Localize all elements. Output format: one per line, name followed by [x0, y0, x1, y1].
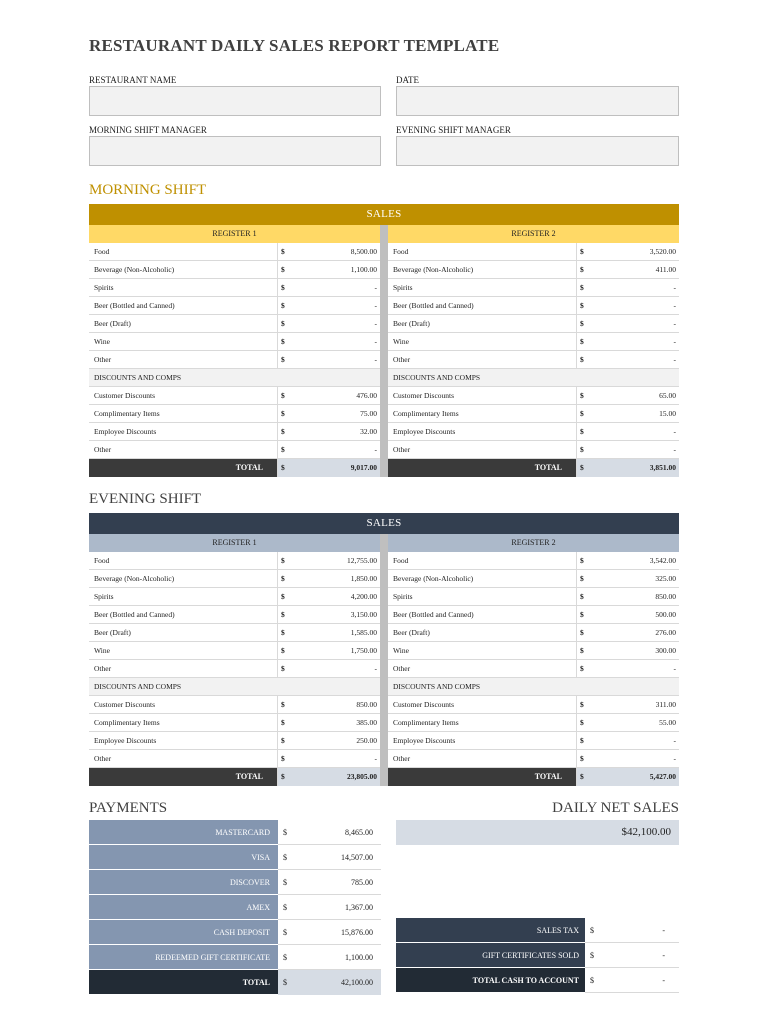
payments-total-row	[89, 970, 381, 995]
row-value[interactable]: -	[673, 355, 676, 364]
currency-symbol: $	[281, 592, 285, 601]
row-label: Wine	[388, 642, 577, 659]
row-label: Customer Discounts	[89, 387, 278, 404]
currency-symbol: $	[580, 556, 584, 565]
sales-row	[89, 552, 380, 570]
evening-sales-bar: SALES	[89, 513, 679, 534]
row-value[interactable]: 250.00	[356, 736, 377, 745]
discount-row	[388, 732, 679, 750]
discount-row	[89, 441, 380, 459]
row-value[interactable]: -	[673, 319, 676, 328]
discounts-subheader	[89, 678, 380, 696]
register-total-row	[388, 459, 679, 477]
sales-row	[388, 606, 679, 624]
payment-label: REDEEMED GIFT CERTIFICATE	[89, 945, 278, 970]
row-value[interactable]: 3,542.00	[649, 556, 676, 565]
row-label: Other	[388, 750, 577, 767]
row-label: Beer (Draft)	[89, 315, 278, 332]
discounts-label: DISCOUNTS AND COMPS	[94, 373, 182, 382]
currency-symbol: $	[281, 319, 285, 328]
sales-row	[89, 243, 380, 261]
total-label: TOTAL	[388, 459, 577, 477]
currency-symbol: $	[580, 592, 584, 601]
currency-symbol: $	[281, 628, 285, 637]
currency-symbol: $	[281, 247, 285, 256]
currency-symbol: $	[281, 718, 285, 727]
row-label: Beverage (Non-Alcoholic)	[89, 261, 278, 278]
row-label: Other	[89, 660, 278, 677]
sales-row	[89, 315, 380, 333]
row-value[interactable]: 4,200.00	[350, 592, 377, 601]
row-value[interactable]: 850.00	[655, 592, 676, 601]
currency-symbol: $	[580, 391, 584, 400]
summary-value[interactable]: -	[601, 918, 679, 943]
currency-symbol: $	[281, 736, 285, 745]
discount-row	[89, 405, 380, 423]
register-divider	[380, 534, 388, 786]
currency-symbol: $	[580, 574, 584, 583]
payment-row	[89, 895, 381, 920]
row-value[interactable]: 3,520.00	[649, 247, 676, 256]
row-label: Customer Discounts	[388, 696, 577, 713]
row-value[interactable]: 32.00	[360, 427, 377, 436]
discount-row	[89, 714, 380, 732]
discount-row	[388, 387, 679, 405]
discount-row	[388, 750, 679, 768]
row-label: Food	[89, 243, 278, 260]
row-value[interactable]: 276.00	[655, 628, 676, 637]
discounts-label: DISCOUNTS AND COMPS	[393, 373, 481, 382]
payment-label: MASTERCARD	[89, 820, 278, 845]
row-label: Wine	[89, 642, 278, 659]
discount-row	[89, 387, 380, 405]
row-value[interactable]: 411.00	[655, 265, 676, 274]
payment-row	[89, 920, 381, 945]
sales-row	[89, 660, 380, 678]
currency-symbol: $	[281, 283, 285, 292]
row-value[interactable]: -	[374, 301, 377, 310]
row-value[interactable]: 500.00	[655, 610, 676, 619]
payments-heading: PAYMENTS	[89, 800, 168, 816]
payment-value[interactable]: 1,100.00	[294, 945, 381, 970]
currency-symbol: $	[278, 870, 294, 895]
row-value[interactable]: -	[374, 664, 377, 673]
payment-row	[89, 820, 381, 845]
row-label: Employee Discounts	[388, 732, 577, 749]
sales-row	[388, 660, 679, 678]
total-label: TOTAL	[388, 768, 577, 786]
morning-manager-label: MORNING SHIFT MANAGER	[89, 125, 207, 135]
discount-row	[388, 405, 679, 423]
currency-symbol: $	[580, 718, 584, 727]
payment-value[interactable]: 15,876.00	[294, 920, 381, 945]
total-value: 3,851.00	[591, 459, 679, 477]
row-value[interactable]: 1,100.00	[350, 265, 377, 274]
sales-row	[388, 261, 679, 279]
sales-row	[388, 333, 679, 351]
currency-symbol: $	[585, 968, 601, 993]
payment-value[interactable]: 14,507.00	[294, 845, 381, 870]
payment-label: VISA	[89, 845, 278, 870]
evening-registers	[89, 534, 679, 786]
evening-manager-field[interactable]	[396, 136, 679, 166]
currency-symbol: $	[580, 427, 584, 436]
currency-symbol: $	[281, 646, 285, 655]
currency-symbol: $	[580, 319, 584, 328]
sales-row	[388, 315, 679, 333]
summary-row	[396, 918, 679, 943]
discounts-subheader	[89, 369, 380, 387]
currency-symbol: $	[278, 920, 294, 945]
payment-row	[89, 945, 381, 970]
row-label: Complimentary Items	[388, 714, 577, 731]
sales-row	[388, 351, 679, 369]
row-value[interactable]: 1,585.00	[350, 628, 377, 637]
row-value[interactable]: 12,755.00	[347, 556, 377, 565]
row-label: Beer (Bottled and Canned)	[89, 297, 278, 314]
row-label: Food	[89, 552, 278, 569]
restaurant-name-label: RESTAURANT NAME	[89, 75, 177, 85]
morning-shift-heading: MORNING SHIFT	[89, 182, 207, 198]
row-value[interactable]: -	[673, 445, 676, 454]
register-divider	[380, 225, 388, 477]
register-header: REGISTER 1	[89, 534, 380, 552]
sales-row	[89, 333, 380, 351]
currency-symbol: $	[281, 574, 285, 583]
row-value[interactable]: -	[673, 754, 676, 763]
total-label: TOTAL	[89, 768, 278, 786]
discount-row	[388, 696, 679, 714]
discount-row	[388, 423, 679, 441]
currency-symbol: $	[281, 409, 285, 418]
discounts-subheader	[388, 369, 679, 387]
currency-symbol: $	[580, 664, 584, 673]
row-label: Spirits	[89, 279, 278, 296]
evening-shift-heading: EVENING SHIFT	[89, 491, 202, 507]
row-value[interactable]: -	[673, 337, 676, 346]
evening-manager-label: EVENING SHIFT MANAGER	[396, 125, 511, 135]
register-header: REGISTER 2	[388, 225, 679, 243]
payment-value[interactable]: 8,465.00	[294, 820, 381, 845]
row-label: Customer Discounts	[388, 387, 577, 404]
register-header: REGISTER 2	[388, 534, 679, 552]
row-label: Other	[388, 441, 577, 458]
row-value[interactable]: 850.00	[356, 700, 377, 709]
discount-row	[89, 732, 380, 750]
row-label: Food	[388, 243, 577, 260]
date-label: DATE	[396, 75, 419, 85]
sales-row	[388, 279, 679, 297]
row-label: Beverage (Non-Alcoholic)	[388, 261, 577, 278]
register-2	[388, 534, 679, 786]
currency-symbol: $	[281, 610, 285, 619]
currency-symbol: $	[278, 970, 294, 995]
row-label: Other	[89, 351, 278, 368]
currency-symbol: $	[281, 265, 285, 274]
row-label: Beer (Bottled and Canned)	[388, 297, 577, 314]
row-label: Spirits	[388, 588, 577, 605]
payment-label: DISCOVER	[89, 870, 278, 895]
row-value[interactable]: 65.00	[659, 391, 676, 400]
date-field[interactable]	[396, 86, 679, 116]
sales-row	[89, 588, 380, 606]
row-value[interactable]: -	[374, 337, 377, 346]
page-title: RESTAURANT DAILY SALES REPORT TEMPLATE	[89, 36, 500, 55]
currency-symbol: $	[580, 646, 584, 655]
currency-symbol: $	[585, 918, 601, 943]
row-value[interactable]: 311.00	[655, 700, 676, 709]
row-label: Wine	[89, 333, 278, 350]
row-value[interactable]: -	[374, 754, 377, 763]
total-value: 9,017.00	[292, 459, 380, 477]
currency-symbol: $	[580, 754, 584, 763]
currency-symbol: $	[580, 628, 584, 637]
row-label: Food	[388, 552, 577, 569]
currency-symbol: $	[580, 337, 584, 346]
summary-row	[396, 968, 679, 993]
row-label: Beverage (Non-Alcoholic)	[89, 570, 278, 587]
morning-manager-field[interactable]	[89, 136, 381, 166]
currency-symbol: $	[281, 337, 285, 346]
row-label: Employee Discounts	[388, 423, 577, 440]
row-value[interactable]: -	[673, 283, 676, 292]
row-value[interactable]: 476.00	[356, 391, 377, 400]
currency-symbol: $	[577, 459, 591, 477]
row-label: Beverage (Non-Alcoholic)	[388, 570, 577, 587]
row-value[interactable]: -	[673, 664, 676, 673]
register-total-row	[388, 768, 679, 786]
total-value: 5,427.00	[591, 768, 679, 786]
row-label: Employee Discounts	[89, 732, 278, 749]
sales-row	[89, 279, 380, 297]
sales-row	[89, 642, 380, 660]
currency-symbol: $	[580, 736, 584, 745]
morning-registers	[89, 225, 679, 477]
row-label: Complimentary Items	[388, 405, 577, 422]
currency-symbol: $	[580, 445, 584, 454]
currency-symbol: $	[278, 768, 292, 786]
row-value[interactable]: -	[374, 355, 377, 364]
row-value[interactable]: 3,150.00	[350, 610, 377, 619]
row-value[interactable]: 15.00	[659, 409, 676, 418]
payments-total-value: 42,100.00	[294, 970, 381, 995]
discounts-label: DISCOUNTS AND COMPS	[393, 682, 481, 691]
sales-row	[89, 624, 380, 642]
payment-label: CASH DEPOSIT	[89, 920, 278, 945]
row-value[interactable]: 1,850.00	[350, 574, 377, 583]
currency-symbol: $	[580, 247, 584, 256]
sales-row	[89, 261, 380, 279]
morning-sales-table	[89, 204, 679, 477]
row-label: Spirits	[388, 279, 577, 296]
row-value[interactable]: -	[374, 283, 377, 292]
register-1	[89, 534, 380, 786]
currency-symbol: $	[281, 445, 285, 454]
row-label: Other	[89, 750, 278, 767]
payment-row	[89, 845, 381, 870]
currency-symbol: $	[580, 265, 584, 274]
register-1	[89, 225, 380, 477]
currency-symbol: $	[278, 895, 294, 920]
currency-symbol: $	[278, 820, 294, 845]
row-label: Complimentary Items	[89, 714, 278, 731]
currency-symbol: $	[278, 845, 294, 870]
currency-symbol: $	[278, 945, 294, 970]
row-value[interactable]: 325.00	[655, 574, 676, 583]
discount-row	[89, 696, 380, 714]
currency-symbol: $	[281, 664, 285, 673]
currency-symbol: $	[281, 355, 285, 364]
summary-table	[396, 918, 679, 993]
row-value[interactable]: 1,750.00	[350, 646, 377, 655]
payment-value[interactable]: 785.00	[294, 870, 381, 895]
currency-symbol: $	[580, 355, 584, 364]
discount-row	[388, 714, 679, 732]
total-value: 23,805.00	[292, 768, 380, 786]
sales-row	[388, 297, 679, 315]
row-label: Spirits	[89, 588, 278, 605]
payment-value[interactable]: 1,367.00	[294, 895, 381, 920]
row-label: Other	[89, 441, 278, 458]
register-total-row	[89, 768, 380, 786]
currency-symbol: $	[577, 768, 591, 786]
currency-symbol: $	[585, 943, 601, 968]
summary-row	[396, 943, 679, 968]
summary-label: SALES TAX	[396, 918, 585, 943]
total-label: TOTAL	[89, 459, 278, 477]
row-value[interactable]: -	[673, 301, 676, 310]
payments-table	[89, 820, 381, 995]
daily-net-sales-heading: DAILY NET SALES	[552, 800, 679, 816]
row-label: Beer (Draft)	[89, 624, 278, 641]
currency-symbol: $	[281, 754, 285, 763]
row-label: Other	[388, 660, 577, 677]
summary-label: TOTAL CASH TO ACCOUNT	[396, 968, 585, 993]
currency-symbol: $	[278, 459, 292, 477]
discounts-subheader	[388, 678, 679, 696]
currency-symbol: $	[580, 610, 584, 619]
row-value[interactable]: -	[374, 319, 377, 328]
currency-symbol: $	[281, 700, 285, 709]
row-label: Employee Discounts	[89, 423, 278, 440]
summary-label: GIFT CERTIFICATES SOLD	[396, 943, 585, 968]
sales-row	[388, 642, 679, 660]
currency-symbol: $	[580, 283, 584, 292]
currency-symbol: $	[281, 556, 285, 565]
row-label: Beer (Draft)	[388, 315, 577, 332]
sales-row	[89, 351, 380, 369]
register-2	[388, 225, 679, 477]
discount-row	[388, 441, 679, 459]
row-value[interactable]: 8,500.00	[350, 247, 377, 256]
row-label: Beer (Bottled and Canned)	[89, 606, 278, 623]
sales-row	[388, 570, 679, 588]
row-value[interactable]: -	[673, 427, 676, 436]
sales-row	[388, 624, 679, 642]
register-header: REGISTER 1	[89, 225, 380, 243]
currency-symbol: $	[281, 391, 285, 400]
sales-row	[89, 606, 380, 624]
register-total-row	[89, 459, 380, 477]
row-label: Other	[388, 351, 577, 368]
restaurant-name-field[interactable]	[89, 86, 381, 116]
morning-sales-bar: SALES	[89, 204, 679, 225]
daily-net-sales-value: $42,100.00	[396, 820, 679, 845]
discount-row	[89, 750, 380, 768]
row-label: Wine	[388, 333, 577, 350]
discount-row	[89, 423, 380, 441]
currency-symbol: $	[580, 409, 584, 418]
sales-row	[388, 243, 679, 261]
row-value[interactable]: 75.00	[360, 409, 377, 418]
currency-symbol: $	[580, 700, 584, 709]
payments-total-label: TOTAL	[89, 970, 278, 995]
row-label: Beer (Draft)	[388, 624, 577, 641]
evening-sales-table	[89, 513, 679, 786]
summary-value[interactable]: -	[601, 968, 679, 993]
sales-row	[388, 552, 679, 570]
row-value[interactable]: 385.00	[356, 718, 377, 727]
sales-row	[89, 297, 380, 315]
row-value[interactable]: -	[374, 445, 377, 454]
payment-row	[89, 870, 381, 895]
sales-row	[388, 588, 679, 606]
currency-symbol: $	[580, 301, 584, 310]
currency-symbol: $	[281, 301, 285, 310]
row-value[interactable]: -	[673, 736, 676, 745]
row-label: Customer Discounts	[89, 696, 278, 713]
row-label: Beer (Bottled and Canned)	[388, 606, 577, 623]
row-value[interactable]: 300.00	[655, 646, 676, 655]
discounts-label: DISCOUNTS AND COMPS	[94, 682, 182, 691]
currency-symbol: $	[281, 427, 285, 436]
summary-value[interactable]: -	[601, 943, 679, 968]
payment-label: AMEX	[89, 895, 278, 920]
row-value[interactable]: 55.00	[659, 718, 676, 727]
sales-row	[89, 570, 380, 588]
row-label: Complimentary Items	[89, 405, 278, 422]
